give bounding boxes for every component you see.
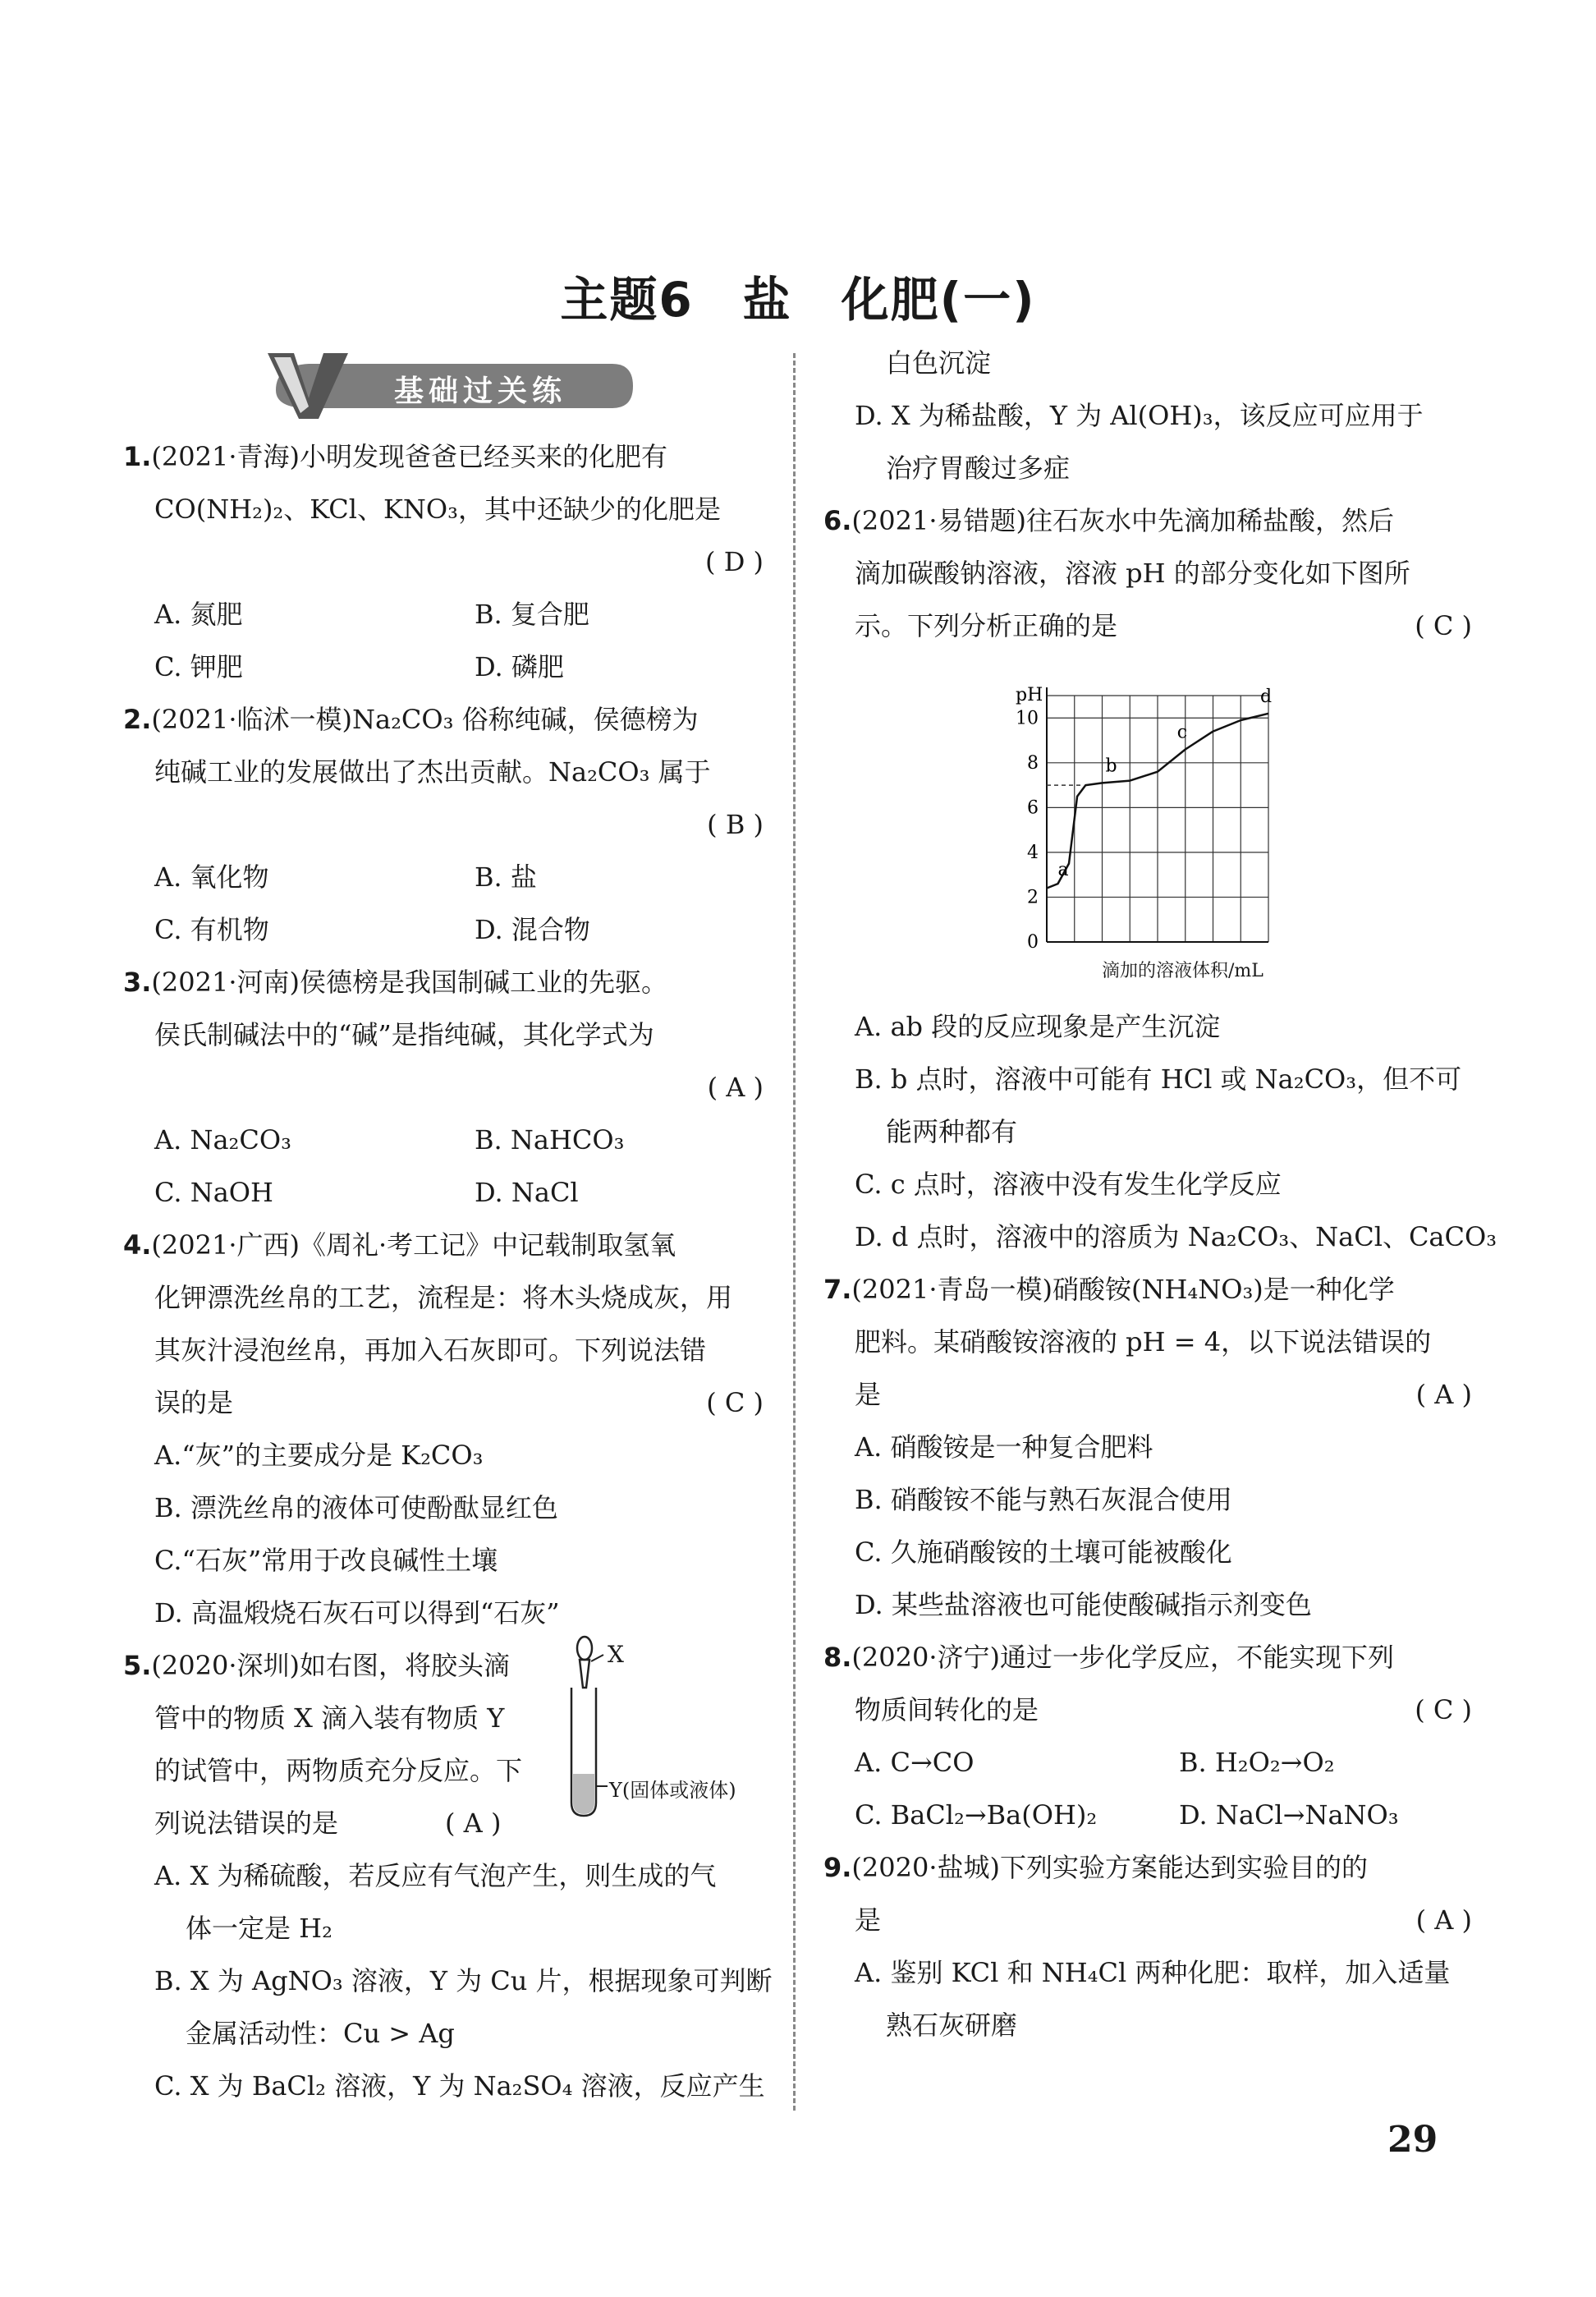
ph-chart — [1002, 686, 1281, 957]
answer-6: ( C ) — [1415, 610, 1472, 641]
option: B. 盐 — [475, 861, 537, 893]
page-title: 主题6 盐 化肥(一) — [560, 272, 1036, 328]
option: A.“灰”的主要成分是 K₂CO₃ — [154, 1440, 484, 1471]
option: A. ab 段的反应现象是产生沉淀 — [855, 1011, 1221, 1042]
answer-9: ( A ) — [1415, 1904, 1472, 1936]
answer-1: ( D ) — [705, 546, 764, 577]
option: C.“石灰”常用于改良碱性土壤 — [154, 1545, 498, 1576]
option: D. NaCl→NaNO₃ — [1179, 1799, 1399, 1831]
y-tick-label: 2 — [1027, 887, 1039, 908]
y-tick-label: 10 — [1016, 708, 1039, 729]
point-label-a: a — [1057, 860, 1069, 881]
option: B. 漂洗丝帛的液体可使酚酞显红色 — [154, 1492, 558, 1523]
answer-2: ( B ) — [707, 809, 764, 840]
answer-3: ( A ) — [707, 1072, 764, 1103]
section-badge-label: 基础过关练 — [394, 374, 567, 408]
option: A. Na₂CO₃ — [154, 1124, 291, 1155]
option: A. 硝酸铵是一种复合肥料 — [855, 1431, 1153, 1463]
option: A. 氧化物 — [154, 861, 269, 893]
answer-7: ( A ) — [1415, 1379, 1472, 1410]
option: A. C→CO — [855, 1747, 975, 1778]
option: C. BaCl₂→Ba(OH)₂ — [855, 1799, 1098, 1831]
question-4: 4.(2021·广西)《周礼·考工记》中记载制取氢氧 化钾漂洗丝帛的工艺，流程是：将木头烧成灰，用 其灰汁浸泡丝帛，再加入石灰即可。下列说法错 误的是 ( C ) A.“灰”的主要成分是 K₂CO₃ B. 漂洗丝帛的液体可使酚酞显红色 C.“石灰”常用于改良碱性土壤 D. 高温煅烧石灰石可以得到“石灰” — [123, 1219, 764, 1639]
figure-label-x: X — [608, 1641, 624, 1668]
option: C. 有机物 — [154, 914, 269, 945]
option: A. 鉴别 KCl 和 NH₄Cl 两种化肥：取样，加入适量 — [855, 1957, 1451, 1988]
options-8 — [823, 1736, 1472, 1841]
answer-8: ( C ) — [1415, 1694, 1472, 1725]
option: A. X 为稀硫酸，若反应有气泡产生，则生成的气 — [154, 1860, 717, 1891]
option: D. 某些盐溶液也可能使酸碱指示剂变色 — [855, 1589, 1312, 1620]
option: B. NaHCO₃ — [475, 1124, 625, 1155]
question-6: 6.(2021·易错题)往石灰水中先滴加稀盐酸，然后 滴加碳酸钠溶液，溶液 pH 的部分变化如下图所 示。下列分析正确的是 ( C ) A. ab 段的反应现象是产生沉淀 B. b 点时，溶液中可能有 HCl 或 Na₂CO₃，但不可 能两种都有 C. c 点时，溶液中没有发生化学反应 D. d 点时，溶液中的溶质为 Na₂CO₃、NaCl、CaCO₃ — [823, 494, 1472, 1263]
question-8: 8.(2020·济宁)通过一步化学反应，不能实现下列 物质间转化的是 ( C ) A. C→CO B. H₂O₂→O₂ C. BaCl₂→Ba(OH)₂ D. NaCl→NaNO₃ — [823, 1631, 1472, 1841]
question-7: 7.(2021·青岛一模)硝酸铵(NH₄NO₃)是一种化学 肥料。某硝酸铵溶液的 pH = 4，以下说法错误的 是 ( A ) A. 硝酸铵是一种复合肥料 B. 硝酸铵不能与熟石灰混合使用 C. 久施硝酸铵的土壤可能被酸化 D. 某些盐溶液也可能使酸碱指示剂变色 — [823, 1263, 1472, 1631]
y-tick-label: 0 — [1027, 932, 1039, 953]
question-2: 2.(2021·临沭一模)Na₂CO₃ 俗称纯碱，侯德榜为 纯碱工业的发展做出了杰出贡献。Na₂CO₃ 属于 ( B ) A. 氧化物 B. 盐 C. 有机物 D. 混合物 — [123, 693, 764, 956]
option: D. 磷肥 — [475, 651, 564, 682]
answer-4: ( C ) — [706, 1387, 764, 1418]
option: D. 混合物 — [475, 914, 590, 945]
option: B. 硝酸铵不能与熟石灰混合使用 — [855, 1484, 1232, 1515]
tube-contents-icon — [573, 1774, 594, 1814]
question-3: 3.(2021·河南)侯德榜是我国制碱工业的先驱。 侯氏制碱法中的“碱”是指纯碱，其化学式为 ( A ) A. Na₂CO₃ B. NaHCO₃ C. NaOH D. NaCl — [123, 956, 764, 1219]
options-2 — [123, 851, 764, 956]
y-axis-label: pH — [1016, 686, 1043, 705]
option: A. 氮肥 — [154, 599, 243, 630]
option: B. b 点时，溶液中可能有 HCl 或 Na₂CO₃，但不可 — [855, 1064, 1462, 1095]
dropper-bulb-icon — [577, 1637, 592, 1660]
answer-5: ( A ) — [445, 1808, 502, 1839]
right-column: 白色沉淀 D. X 为稀盐酸，Y 为 Al(OH)₃，该反应可应用于 治疗胃酸过多症 6.(2021·易错题)往石灰水中先滴加稀盐酸，然后 滴加碳酸钠溶液，溶液 pH 的部分变化如下图所 示。下列分析正确的是 ( C ) A. ab 段的反应现象是产生沉淀 B. b 点时，溶液中可能有 HCl 或 Na₂CO₃，但不可 能两种都有 C. c 点时，溶液中没有发生化学反应 D. d 点时，溶液中的溶质为 Na₂CO₃、NaCl、CaCO₃ 7.(2021·青岛一模)硝酸铵(NH₄NO₃)是一种化学 肥料。某硝酸铵溶液的 pH = 4，以下说法错误的 是 ( A ) A. 硝酸铵是一种复合肥料 B. 硝酸铵不能与熟石灰混合使用 C. 久施硝酸铵的土壤可能被酸化 D. 某些盐溶液也可能使酸碱指示剂变色 8.(2020·济宁)通过一步化学反应，不能实现下列 物质间转化的是 ( C ) A. C→CO B. H₂O₂→O₂ C. BaCl₂→Ba(OH)₂ D. NaCl→NaNO₃ 9.(2020·盐城)下列实验方案能达到实验目的的 是 ( A ) A. 鉴别 KCl 和 NH₄Cl 两种化肥：取样，加入适量 熟石灰研磨 — [823, 337, 1472, 2051]
y-tick-label: 4 — [1027, 842, 1039, 863]
options-3 — [123, 1114, 764, 1219]
point-label-d: d — [1260, 686, 1273, 707]
option: D. d 点时，溶液中的溶质为 Na₂CO₃、NaCl、CaCO₃ — [855, 1221, 1497, 1252]
column-divider — [793, 353, 796, 2111]
option: D. NaCl — [475, 1177, 579, 1208]
question-9: 9.(2020·盐城)下列实验方案能达到实验目的的 是 ( A ) A. 鉴别 KCl 和 NH₄Cl 两种化肥：取样，加入适量 熟石灰研磨 — [823, 1852, 1472, 2041]
option: C. c 点时，溶液中没有发生化学反应 — [855, 1169, 1282, 1200]
question-5: 5.(2020·深圳)如右图，将胶头滴 管中的物质 X 滴入装有物质 Y 的试管中，两物质充分反应。下 列说法错误的是 ( A ) A. X 为稀硫酸，若反应有气泡产生，则生成的气 体一定是 H₂ B. X 为 AgNO₃ 溶液，Y 为 Cu 片，根据现象可判断 金属活动性：Cu > Ag C. X 为 BaCl₂ 溶液，Y 为 Na₂SO₄ 溶液，反应产生 — [123, 1639, 764, 2112]
question-1: 1.(2021·青海)小明发现爸爸已经买来的化肥有 CO(NH₂)₂、KCl、KNO₃，其中还缺少的化肥是 ( D ) A. 氮肥 B. 复合肥 C. 钾肥 D. 磷肥 — [123, 430, 764, 693]
option: C. X 为 BaCl₂ 溶液，Y 为 Na₂SO₄ 溶液，反应产生 — [154, 2070, 765, 2102]
option: B. H₂O₂→O₂ — [1179, 1747, 1335, 1778]
y-tick-label: 8 — [1027, 752, 1039, 774]
options-1 — [123, 588, 764, 693]
left-column — [123, 430, 773, 2112]
option: D. 高温煅烧石灰石可以得到“石灰” — [154, 1597, 560, 1629]
option: C. NaOH — [154, 1177, 273, 1208]
option: D. X 为稀盐酸，Y 为 Al(OH)₃，该反应可应用于 — [855, 400, 1424, 431]
option: C. 钾肥 — [154, 651, 243, 682]
option: C. 久施硝酸铵的土壤可能被酸化 — [855, 1537, 1232, 1568]
option: B. 复合肥 — [475, 599, 589, 630]
dropper-tube-icon — [580, 1660, 589, 1688]
point-label-b: b — [1105, 756, 1117, 777]
chart-x-label: 滴加的溶液体积/mL — [1102, 961, 1264, 981]
figure-label-y: Y(固体或液体) — [609, 1779, 736, 1802]
page-number: 29 — [1387, 2119, 1438, 2161]
y-tick-label: 6 — [1027, 797, 1039, 819]
point-label-c: c — [1176, 722, 1188, 743]
option: B. X 为 AgNO₃ 溶液，Y 为 Cu 片，根据现象可判断 — [154, 1965, 773, 1996]
